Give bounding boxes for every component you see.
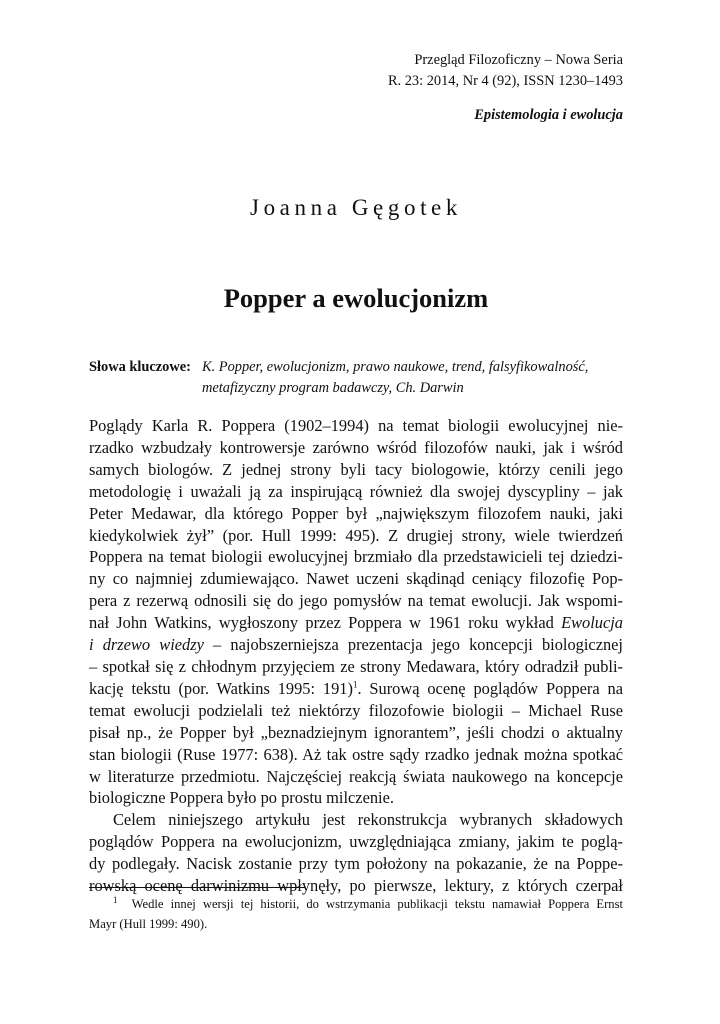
body-text: – najobszerniejsza prezentacja jego koncepcji biologicznej bbox=[203, 635, 623, 655]
footnote-number: 1 bbox=[113, 894, 118, 905]
body-line: Poppera na temat biologii ewolucyjnej brzmiało dla przedstawicieli tej dziedzi- bbox=[89, 547, 623, 567]
body-line: pisał np., że Popper był „beznadziejnym ignorantem”, jeśli chodzi o aktualny bbox=[89, 722, 623, 742]
journal-info bbox=[388, 50, 623, 92]
footnote-separator bbox=[89, 887, 305, 888]
body-line: ny co najmniej zdumiewająco. Nawet uczeni skądinąd ceniący filozofię Pop- bbox=[89, 569, 623, 589]
body-line: Poglądy Karla R. Poppera (1902–1994) na temat biologii ewolucyjnej nie- bbox=[89, 416, 623, 435]
body-line: temat ewolucji podzielali też niektórzy filozofowie biologii – Michael Ruse bbox=[89, 700, 623, 720]
keywords-label: Słowa kluczowe: bbox=[89, 359, 191, 375]
article-title: Popper a ewolucjonizm bbox=[223, 283, 489, 313]
body-line: poglądów Poppera na ewolucjonizm, uwzględniająca zmiany, jakim te poglą- bbox=[89, 832, 623, 852]
footnote-line bbox=[89, 894, 623, 914]
article-author: Joanna Gęgotek bbox=[250, 195, 462, 220]
body-line: Celem niniejszego artykułu jest rekonstrukcja wybranych składowych bbox=[113, 810, 623, 830]
body-line: pera z rezerwą odnosili się do jego pomysłów na temat ewolucji. Jak wspomi- bbox=[89, 591, 623, 611]
body-text: . Surową ocenę poglądów Poppera na bbox=[357, 678, 623, 698]
footnote-reference[interactable]: 1 bbox=[352, 679, 358, 690]
keywords-line: metafizyczny program badawczy, Ch. Darwin bbox=[202, 380, 464, 396]
lecture-title-part1: Ewolucja bbox=[561, 613, 623, 633]
body-line: rowską ocenę darwinizmu wpłynęły, po pierwsze, lektury, z których czerpał bbox=[89, 876, 623, 896]
body-line bbox=[89, 612, 623, 634]
body-line: rzadko wzbudzały kontrowersje zarówno wśród filozofów nauki, jak i wśród bbox=[89, 437, 623, 457]
footnote bbox=[89, 894, 623, 934]
journal-issue: R. 23: 2014, Nr 4 (92), ISSN 1230–1493 bbox=[387, 73, 623, 89]
body-text: nał John Watkins, wygłoszony przez Poppera w 1961 roku wykład bbox=[89, 613, 562, 633]
body-line: dy podlegały. Nacisk zostanie przy tym położony na pokazanie, że na Poppe- bbox=[89, 854, 623, 874]
body-line: Peter Medawar, dla którego Popper był „największym filozofem nauki, jaki bbox=[89, 503, 623, 523]
body-line: w literaturze przedmiotu. Najczęściej reakcją świata naukowego na koncepcje bbox=[89, 766, 623, 786]
footnote-text: Wedle innej wersji tej historii, do wstrzymania publikacji tekstu namawiał Poppera Ernst bbox=[131, 897, 624, 911]
body-line: metodologię i uważali ją za inspirującą również dla swojej dyscypliny – jak bbox=[89, 481, 623, 501]
keywords-list bbox=[202, 357, 623, 399]
keywords-line: K. Popper, ewolucjonizm, prawo naukowe, trend, falsyfikowalność, bbox=[202, 359, 589, 375]
article-body bbox=[89, 415, 623, 897]
body-line bbox=[89, 634, 623, 656]
lecture-title-part2: i drzewo wiedzy bbox=[89, 635, 204, 655]
section-title: Epistemologia i ewolucja bbox=[474, 107, 623, 123]
page bbox=[89, 0, 623, 1024]
body-line: samych biologów. Z jednej strony byli tacy biologowie, którzy cenili jego bbox=[89, 459, 623, 479]
body-line: – spotkał się z chłodnym przyjęciem ze strony Medawara, który odradził publi- bbox=[89, 656, 623, 676]
journal-name: Przegląd Filozoficzny – Nowa Seria bbox=[414, 52, 623, 68]
footnote-line: Mayr (Hull 1999: 490). bbox=[89, 917, 208, 931]
body-line bbox=[89, 678, 623, 700]
body-line: stan biologii (Ruse 1977: 638). Aż tak ostre sądy rzadko jednak można spotkać bbox=[89, 744, 623, 764]
body-text: kację tekstu (por. Watkins 1995: 191) bbox=[89, 678, 353, 698]
body-line: biologiczne Poppera było po prostu milczenie. bbox=[89, 788, 394, 808]
body-line: kiedykolwiek żył” (por. Hull 1999: 495). Z drugiej strony, wiele twierdzeń bbox=[89, 525, 623, 545]
